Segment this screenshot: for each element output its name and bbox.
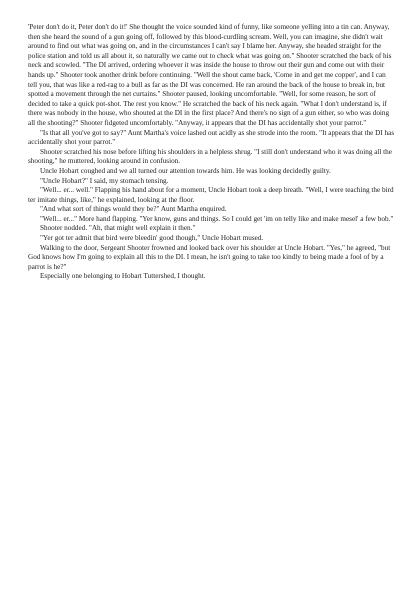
paragraph: Especially one belonging to Hobart Tuttershed, I thought. [40, 272, 206, 281]
document-body [28, 23, 396, 282]
paragraph: "Is that all you've got to say?" Aunt Martha's voice lashed out acidly as she strode into the room. "It appears that the DI has accidentally shot your parrot." [28, 128, 395, 147]
paragraph: Walking to the door, Sergeant Shooter frowned and looked back over his shoulder at Uncle Hobart. "Yes," he agreed, "but God knows how I'm going to explain all this to the DI. I mean, he isn't going to take too kindly to being made a fool of by a parrot is he?" [28, 243, 391, 271]
paragraph: "And what sort of things would they be?" Aunt Martha enquired. [40, 205, 227, 214]
paragraph: 'Peter don't do it, Peter don't do it!' She thought the voice sounded kind of funny, like someone yelling into a tin can. Anyway, then she heard the sound of a gun going off, followed by this blood-curdling scream. Well, you can imagine, she didn't wait around to find out what was going on, and in the circumstances I can't say I blame her. Anyway, she headed straight for the police station and told us all about it, so naturally we came out to check what was going on." Shooter scratched the back of his neck and scowled. "The DI arrived, ordering whoever it was inside the house to throw out their gun and come out with their hands up." Shooter took another drink before continuing. "Well the shout came back, 'Come in and get me copper', and I can tell you, that was like a red-rag to a bull as far as the DI was concerned. He ran around the back of the house to break in, but spotted a movement through the net curtains." Shooter paused, looking uncomfortable. "Well, for some reason, he sort of decided to take a quick pot-shot. The rest you know." He scratched the back of his neck again. "What I don't understand is, if there was nobody in the house, who shouted at the DI in the first place? And there's no sign of a gun either, so who was doing all the shooting?" Shooter fidgeted uncomfortably. "Anyway, it appears that the DI has accidentally shot your parrot." [28, 23, 392, 127]
paragraph: "Yer got ter admit that bird were bleedin' good though," Uncle Hobart mused. [40, 234, 264, 243]
paragraph: "Uncle Hobart?" I said, my stomach tensing. [40, 176, 169, 185]
paragraph: "Well... er... well." Flapping his hand about for a moment, Uncle Hobart took a deep breath. "Well, I were teaching the bird ter imitate things, like," he explained, looking at the floor. [28, 186, 394, 204]
paragraph: Shooter scratched his nose before lifting his shoulders in a helpless shrug. "I still don't understand who it was doing all the shooting," he muttered, looking around in confusion. [28, 147, 392, 166]
paragraph: Uncle Hobart coughed and we all turned our attention towards him. He was looking decidedly guilty. [40, 166, 331, 175]
paragraph: "Well... er..." More hand flapping. "Yer know, guns and things. So I could get 'im on telly like and make mesel' a few bob." [40, 214, 394, 223]
paragraph: Shooter nodded. "Ah, that might well explain it then." [40, 224, 196, 233]
